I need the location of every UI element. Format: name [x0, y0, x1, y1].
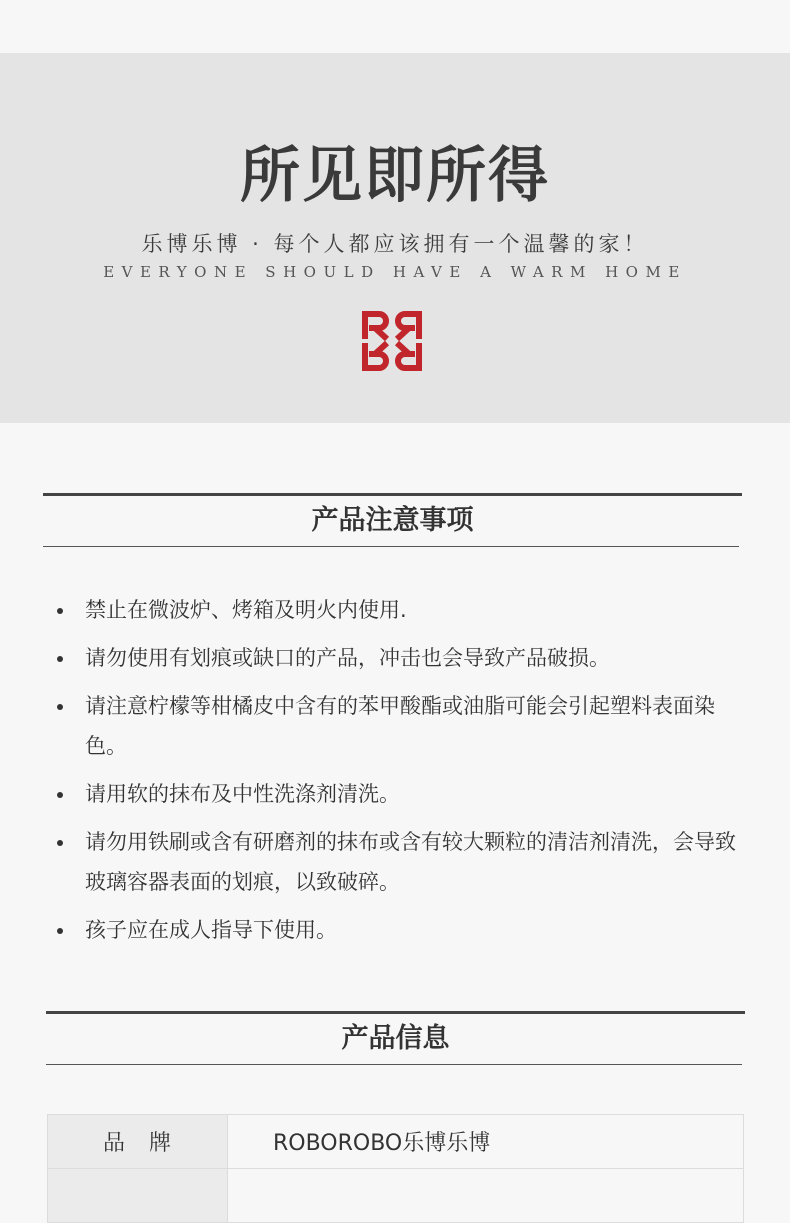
list-item: 孩子应在成人指导下使用。: [55, 910, 745, 950]
info-section-header: [46, 1011, 745, 1065]
info-section-title: 产品信息: [341, 1023, 450, 1054]
list-item: 禁止在微波炉、烤箱及明火内使用.: [55, 590, 745, 630]
table-row: [48, 1169, 744, 1223]
list-item: 请勿使用有划痕或缺口的产品，冲击也会导致产品破损。: [55, 638, 745, 678]
info-value: [228, 1169, 744, 1223]
info-label: [48, 1169, 228, 1223]
table-row: [48, 1115, 744, 1169]
notes-section-header: [43, 493, 742, 547]
top-strip: [0, 0, 790, 53]
divider: [46, 1064, 742, 1065]
banner-subtitle: 乐博乐博 · 每个人都应该拥有一个温馨的家！: [141, 232, 649, 256]
list-item: 请用软的抹布及中性洗涤剂清洗。: [55, 774, 745, 814]
brand-logo-icon: [361, 310, 423, 372]
product-info-table: [47, 1114, 744, 1223]
banner-subtitle-en: EVERYONE SHOULD HAVE A WARM HOME: [103, 263, 687, 281]
notes-section-title: 产品注意事项: [311, 505, 474, 536]
banner-title: 所见即所得: [240, 141, 550, 211]
divider: [43, 546, 739, 547]
list-item: 请勿用铁刷或含有研磨剂的抹布或含有较大颗粒的清洁剂清洗，会导致玻璃容器表面的划痕，以致破碎。: [55, 822, 745, 902]
hero-banner: [0, 53, 790, 423]
info-label: 品牌: [48, 1115, 228, 1169]
list-item: 请注意柠檬等柑橘皮中含有的苯甲酸酯或油脂可能会引起塑料表面染色。: [55, 686, 745, 766]
notes-list: [55, 590, 745, 950]
info-value: ROBOROBO乐博乐博: [228, 1115, 744, 1169]
